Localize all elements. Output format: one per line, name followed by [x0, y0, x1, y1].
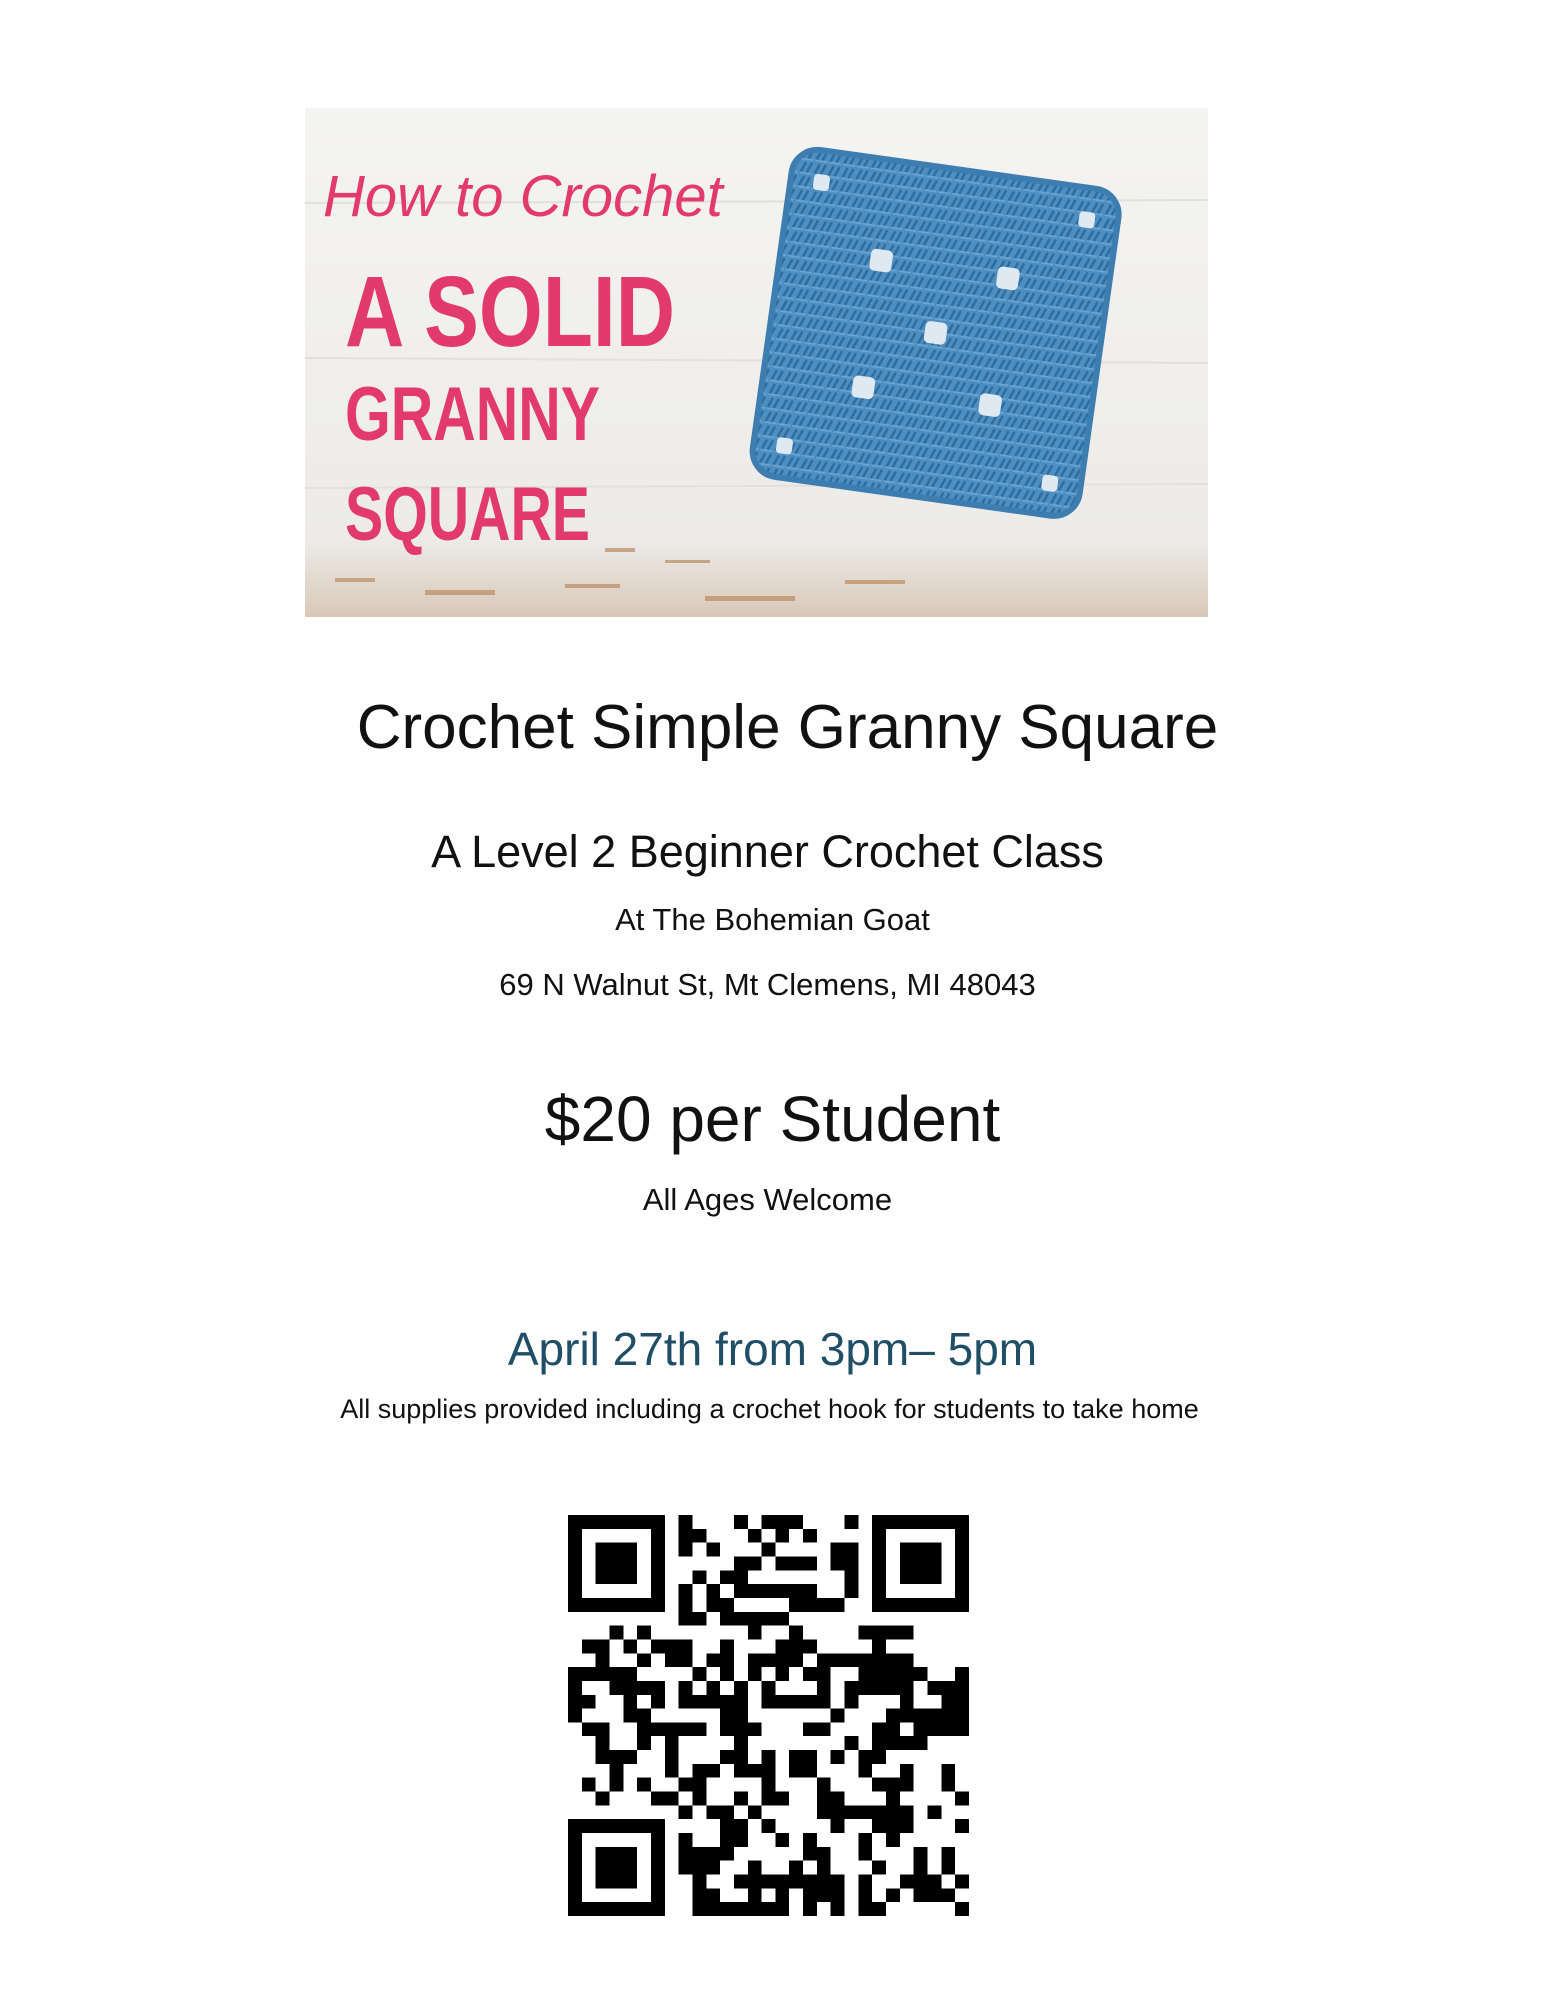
banner-line-1: How to Crochet	[323, 164, 723, 229]
banner-line-2: A SOLID	[345, 256, 675, 368]
banner-line-3: GRANNY	[345, 372, 600, 457]
ages-note: All Ages Welcome	[642, 1182, 893, 1217]
event-date-time: April 27th from 3pm– 5pm	[507, 1323, 1038, 1375]
page-title: Crochet Simple Granny Square	[356, 693, 1219, 762]
venue-address: 69 N Walnut St, Mt Clemens, MI 48043	[499, 967, 1036, 1002]
class-level-subtitle: A Level 2 Beginner Crochet Class	[431, 826, 1104, 877]
price: $20 per Student	[544, 1083, 1001, 1155]
supplies-note: All supplies provided including a crochet hook for students to take home	[340, 1394, 1199, 1424]
banner-image	[305, 108, 1208, 617]
venue-name: At The Bohemian Goat	[615, 902, 930, 937]
granny-square-graphic	[749, 147, 1122, 520]
qr-code[interactable]	[568, 1515, 969, 1916]
banner-line-4: SQUARE	[345, 472, 590, 557]
